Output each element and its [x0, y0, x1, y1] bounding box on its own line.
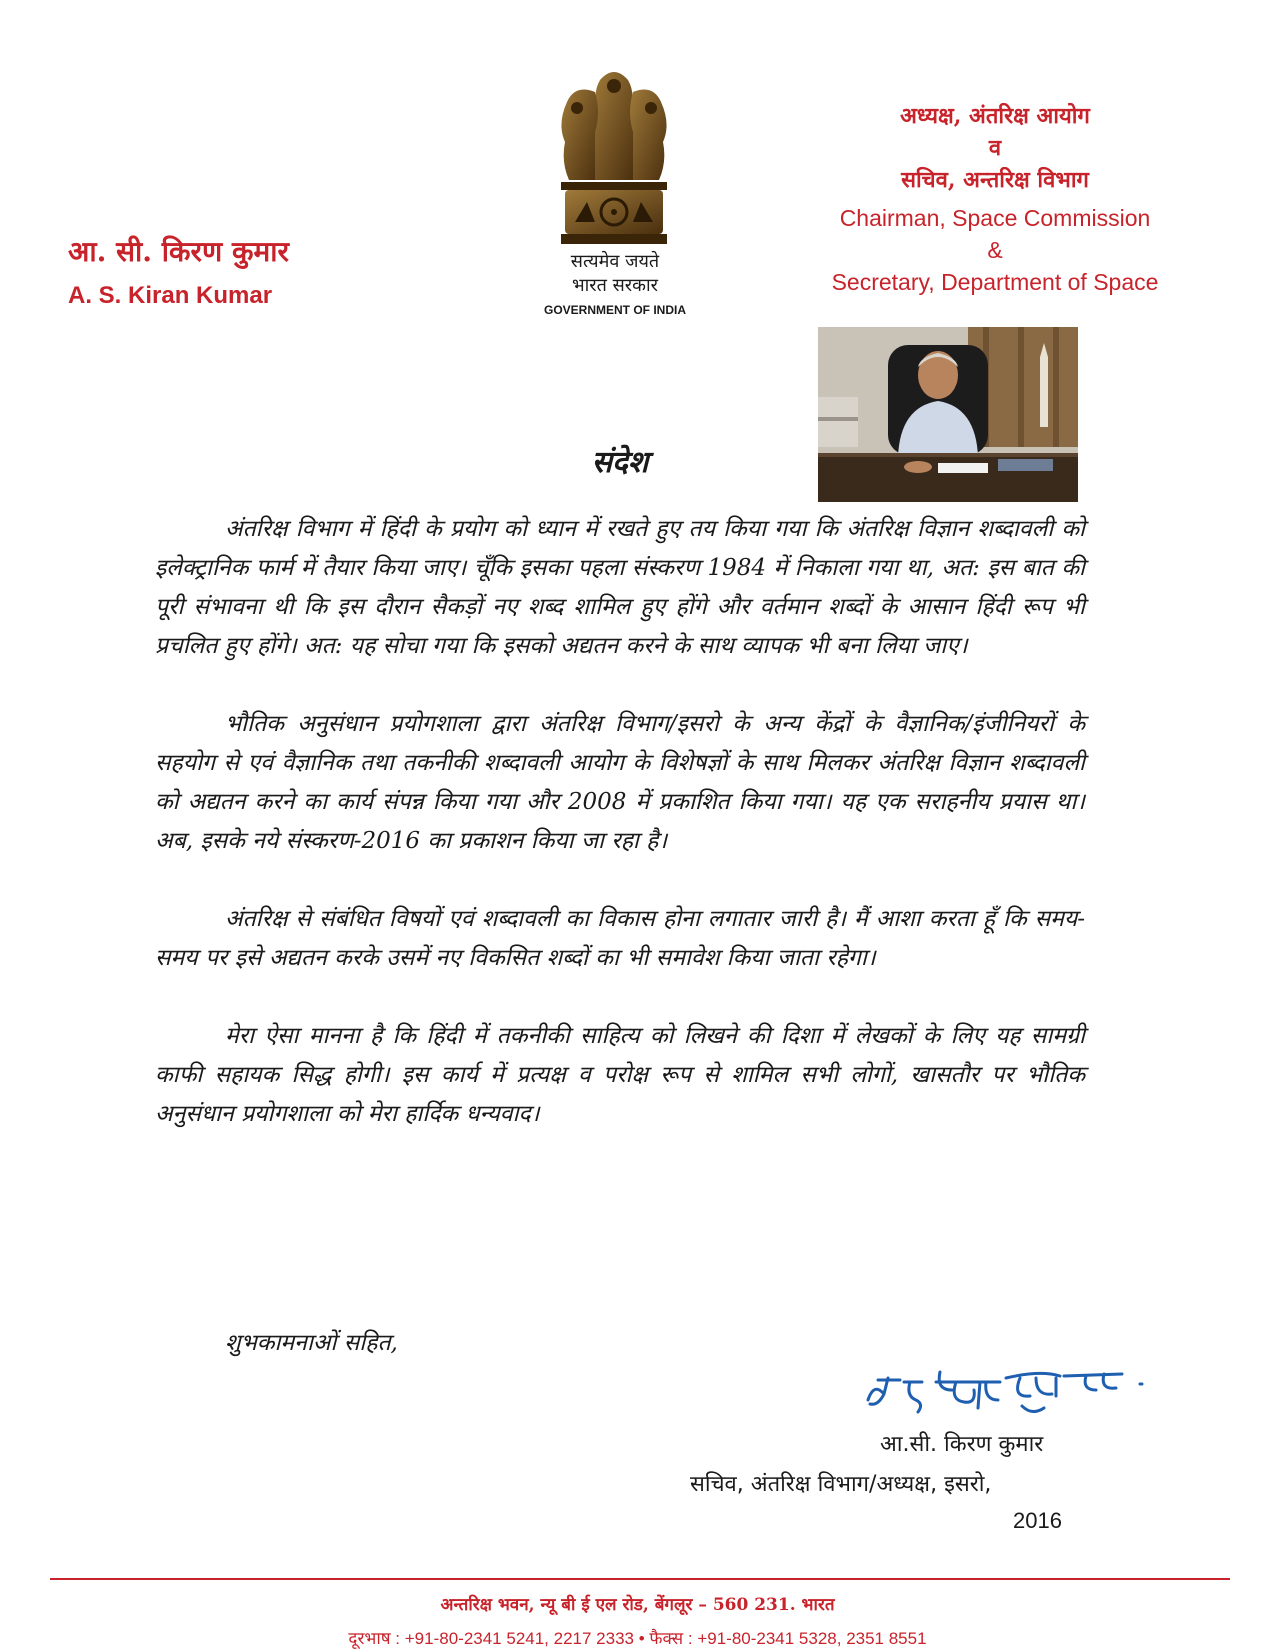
message-paragraph-3: अंतरिक्ष से संबंधित विषयों एवं शब्दावली का विकास होना लगातार जारी है। मैं आशा करता हूँ कि समय-समय पर इसे अद्यतन करके उसमें नए विकसित शब्दों का भी समावेश किया जाता रहेगा।: [155, 906, 1085, 971]
message-body: [155, 510, 1085, 1173]
signatory-name: आ.सी. किरण कुमार: [880, 1432, 1044, 1457]
footer-address: अन्तरिक्ष भवन, न्यू बी ई एल रोड, बेंगलूर – 560 231. भारत: [440, 1595, 835, 1615]
message-paragraph-1: अंतरिक्ष विभाग में हिंदी के प्रयोग को ध्यान में रखते हुए तय किया गया कि अंतरिक्ष विज्ञान शब्दावली को इलेक्ट्रानिक फार्म में तैयार किया जाए। चूँकि इसका पहला संस्करण 1984 में निकाला गया था, अत: इस बात की पूरी संभावना थी कि इस दौरान सैकड़ों नए शब्द शामिल हुए होंगे और वर्तमान शब्दों के आसान हिंदी रूप भी प्रचलित हुए होंगे। अत: यह सोचा गया कि इसको अद्यतन करने के साथ व्यापक भी बना लिया जाए।: [155, 516, 1085, 659]
handwritten-signature: [860, 1360, 1150, 1430]
message-heading: संदेश: [591, 445, 649, 480]
emblem-government-hindi: भारत सरकार: [571, 275, 659, 296]
emblem-government-english: GOVERNMENT OF INDIA: [543, 303, 686, 317]
emblem-motto: सत्यमेव जयते: [570, 251, 660, 272]
message-paragraph-2: भौतिक अनुसंधान प्रयोगशाला द्वारा अंतरिक्ष विभाग/इसरो के अन्य केंद्रों के वैज्ञानिक/इंजीनियरों के सहयोग से एवं वैज्ञानिक तथा तकनीकी शब्दावली आयोग के विशेषज्ञों के साथ मिलकर अंतरिक्ष विज्ञान शब्दावली को अद्यतन करने का कार्य संपन्न किया गया और 2008 में प्रकाशित किया गया। यह एक सराहनीय प्रयास था। अब, इसके नये संस्करण-2016 का प्रकाशन किया जा रहा है।: [155, 711, 1085, 854]
signatory-title: सचिव, अंतरिक्ष विभाग/अध्यक्ष, इसरो,: [690, 1472, 992, 1497]
closing-greeting: शुभकामनाओं सहित,: [225, 1330, 398, 1356]
footer-divider: [50, 1578, 1230, 1580]
emblem-caption: [520, 250, 710, 298]
national-emblem-icon: [555, 62, 673, 248]
portrait-photo: [818, 327, 1078, 502]
designation-line2-english: &: [987, 237, 1003, 263]
designation-line1-english: Chairman, Space Commission: [839, 205, 1151, 231]
designation-line3-hindi: सचिव, अन्तरिक्ष विभाग: [901, 167, 1089, 193]
signature-year: 2016: [1013, 1508, 1062, 1533]
designation-line1-hindi: अध्यक्ष, अंतरिक्ष आयोग: [900, 103, 1090, 129]
designation-line2-hindi: व: [988, 135, 1002, 161]
designation-block: [800, 100, 1190, 298]
sender-name-hindi: आ. सी. किरण कुमार: [68, 235, 289, 268]
footer-contact: दूरभाष : +91-80-2341 5241, 2217 2333 • फैक्स : +91-80-2341 5328, 2351 8551: [348, 1629, 927, 1648]
message-paragraph-4: मेरा ऐसा मानना है कि हिंदी में तकनीकी साहित्य को लिखने की दिशा में लेखकों के लिए यह सामग्री काफी सहायक सिद्ध होगी। इस कार्य में प्रत्यक्ष व परोक्ष रूप से शामिल सभी लोगों, खासतौर पर भौतिक अनुसंधान प्रयोगशाला को मेरा हार्दिक धन्यवाद।: [155, 1023, 1085, 1127]
designation-line3-english: Secretary, Department of Space: [831, 269, 1159, 295]
sender-name-english: A. S. Kiran Kumar: [68, 282, 273, 309]
